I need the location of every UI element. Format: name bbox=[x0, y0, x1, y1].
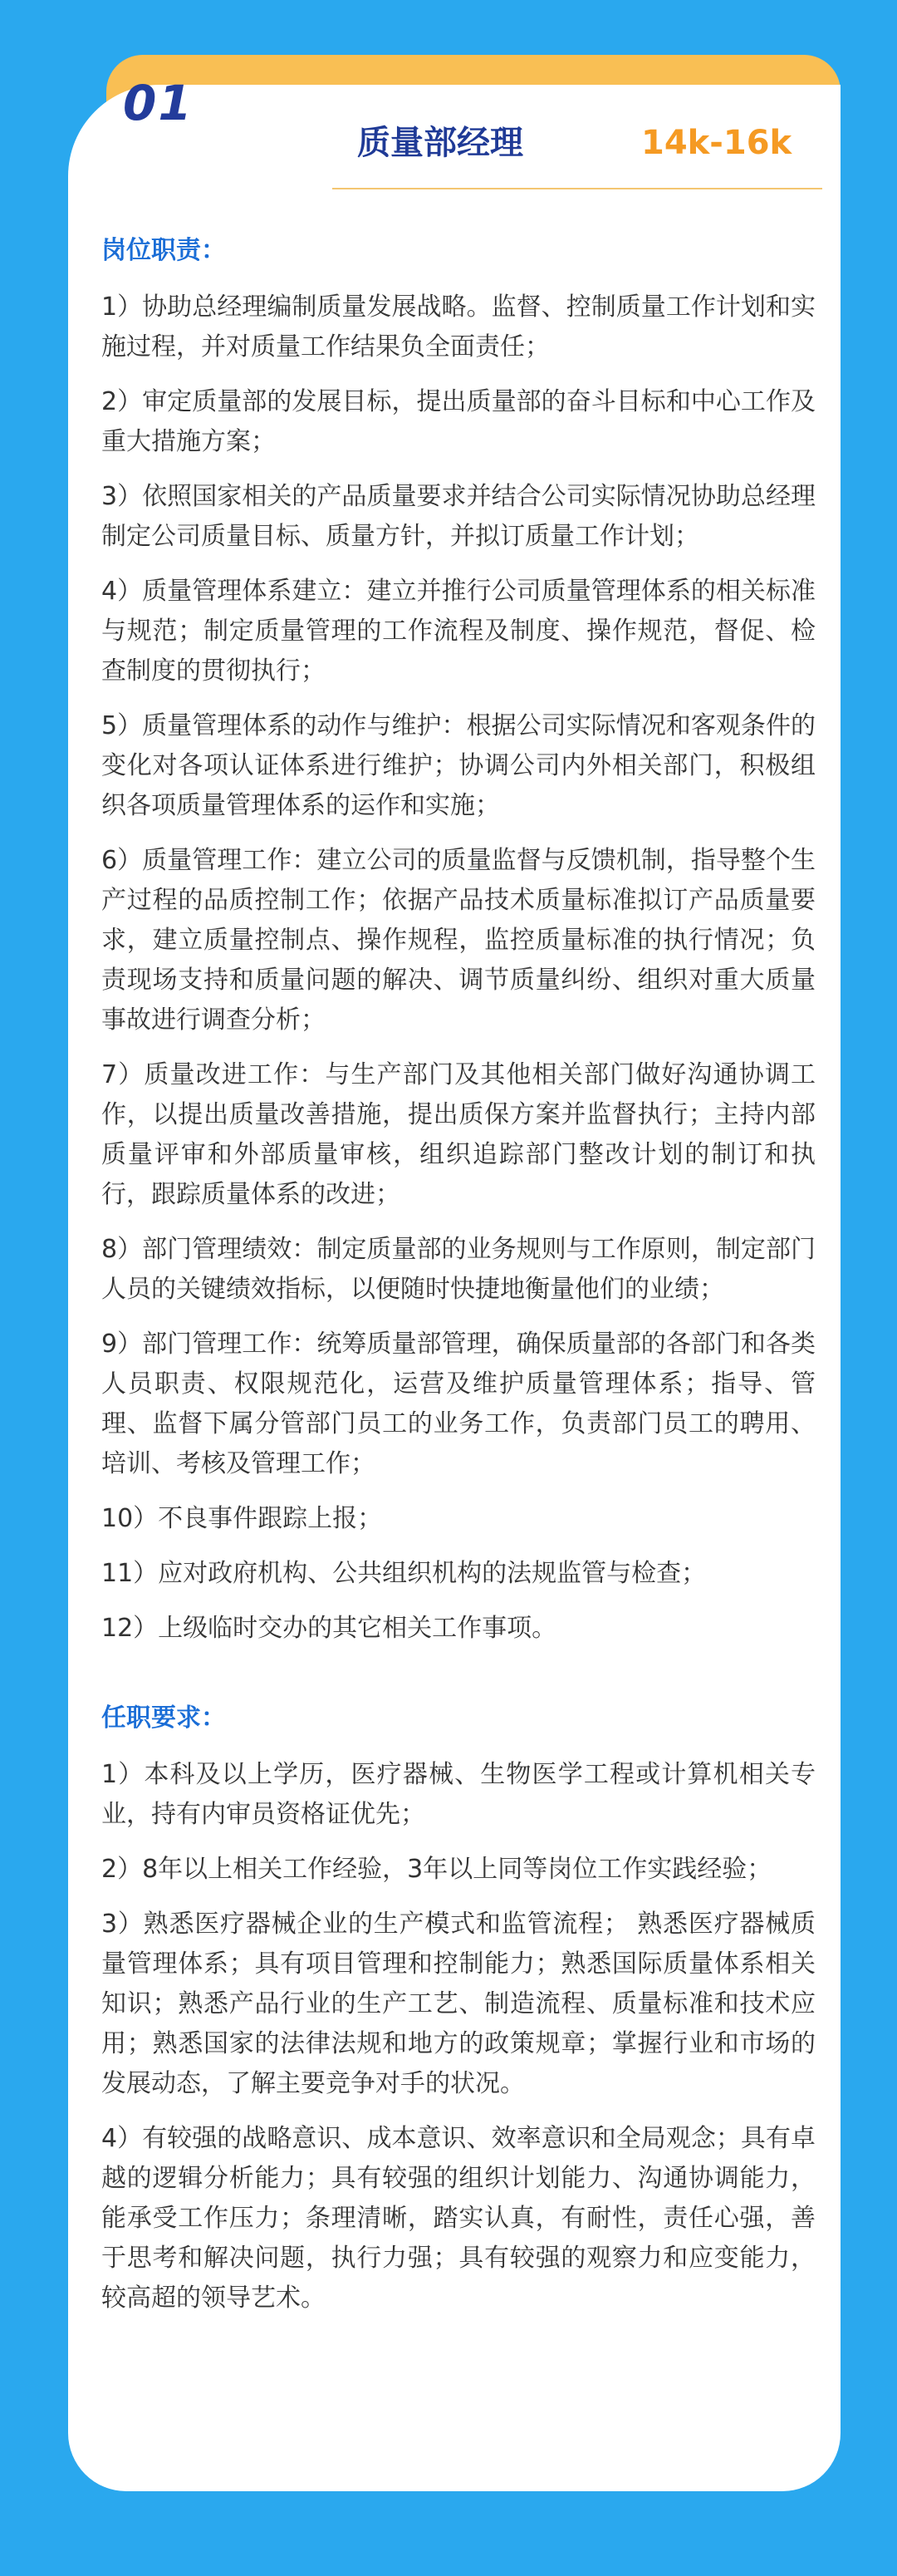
responsibility-item: 12）上级临时交办的其它相关工作事项。 bbox=[101, 1614, 557, 1643]
job-number: 01 bbox=[123, 75, 194, 131]
requirements-heading: 任职要求： bbox=[101, 1703, 226, 1733]
responsibility-item: 3）依照国家相关的产品质量要求并结合公司实际情况协助总经理制定公司质量目标、质量方针，并拟订质量工作计划； bbox=[101, 482, 816, 551]
job-content bbox=[101, 229, 816, 2333]
requirement-item: 1）本科及以上学历，医疗器械、生物医学工程或计算机相关专业，持有内审员资格证优先； bbox=[101, 1760, 816, 1829]
responsibility-item: 9）部门管理工作：统筹质量部管理，确保质量部的各部门和各类人员职责、权限规范化，运营及维护质量管理体系；指导、管理、监督下属分管部门员工的业务工作，负责部门员工的聘用、培训、考核及管理工作； bbox=[101, 1330, 816, 1478]
responsibility-item: 8）部门管理绩效：制定质量部的业务规则与工作原则，制定部门人员的关键绩效指标，以便随时快捷地衡量他们的业绩； bbox=[101, 1235, 816, 1304]
requirement-item: 4）有较强的战略意识、成本意识、效率意识和全局观念；具有卓越的逻辑分析能力；具有较强的组织计划能力、沟通协调能力，能承受工作压力；条理清晰，踏实认真，有耐性，责任心强，善于思考和解决问题，执行力强；具有较强的观察力和应变能力，较高超的领导艺术。 bbox=[101, 2124, 816, 2313]
section-gap bbox=[101, 1664, 816, 1697]
responsibility-item: 4）质量管理体系建立：建立并推行公司质量管理体系的相关标准与规范；制定质量管理的工作流程及制度、操作规范，督促、检查制度的贯彻执行； bbox=[101, 577, 816, 686]
title-divider bbox=[332, 188, 822, 189]
requirement-item: 3）熟悉医疗器械企业的生产模式和监管流程； 熟悉医疗器械质量管理体系；具有项目管理和控制能力；熟悉国际质量体系相关知识；熟悉产品行业的生产工艺、制造流程、质量标准和技术应用；熟悉国家的法律法规和地方的政策规章；掌握行业和市场的发展动态，了解主要竞争对手的状况。 bbox=[101, 1910, 816, 2098]
responsibilities-heading: 岗位职责： bbox=[101, 236, 226, 265]
salary-range: 14k-16k bbox=[641, 124, 792, 162]
responsibility-item: 1）协助总经理编制质量发展战略。监督、控制质量工作计划和实施过程，并对质量工作结果负全面责任； bbox=[101, 293, 816, 361]
responsibility-item: 7）质量改进工作：与生产部门及其他相关部门做好沟通协调工作，以提出质量改善措施，提出质保方案并监督执行；主持内部质量评审和外部质量审核，组织追踪部门整改计划的制订和执行，跟踪质量体系的改进； bbox=[101, 1060, 816, 1209]
responsibility-item: 11）应对政府机构、公共组织机构的法规监管与检查； bbox=[101, 1559, 707, 1588]
responsibilities-section bbox=[101, 229, 816, 1649]
job-title: 质量部经理 bbox=[357, 124, 523, 162]
responsibility-item: 5）质量管理体系的动作与维护：根据公司实际情况和客观条件的变化对各项认证体系进行维护；协调公司内外相关部门，积极组织各项质量管理体系的运作和实施； bbox=[101, 711, 816, 820]
responsibility-item: 6）质量管理工作：建立公司的质量监督与反馈机制，指导整个生产过程的品质控制工作；依据产品技术质量标准拟订产品质量要求，建立质量控制点、操作规程，监控质量标准的执行情况；负责现场支持和质量问题的解决、调节质量纠纷、组织对重大质量事故进行调查分析； bbox=[101, 846, 816, 1035]
requirement-item: 2）8年以上相关工作经验，3年以上同等岗位工作实践经验； bbox=[101, 1855, 772, 1884]
responsibility-item: 10）不良事件跟踪上报； bbox=[101, 1504, 383, 1533]
responsibility-item: 2）审定质量部的发展目标，提出质量部的奋斗目标和中心工作及重大措施方案； bbox=[101, 387, 816, 456]
requirements-section bbox=[101, 1697, 816, 2318]
